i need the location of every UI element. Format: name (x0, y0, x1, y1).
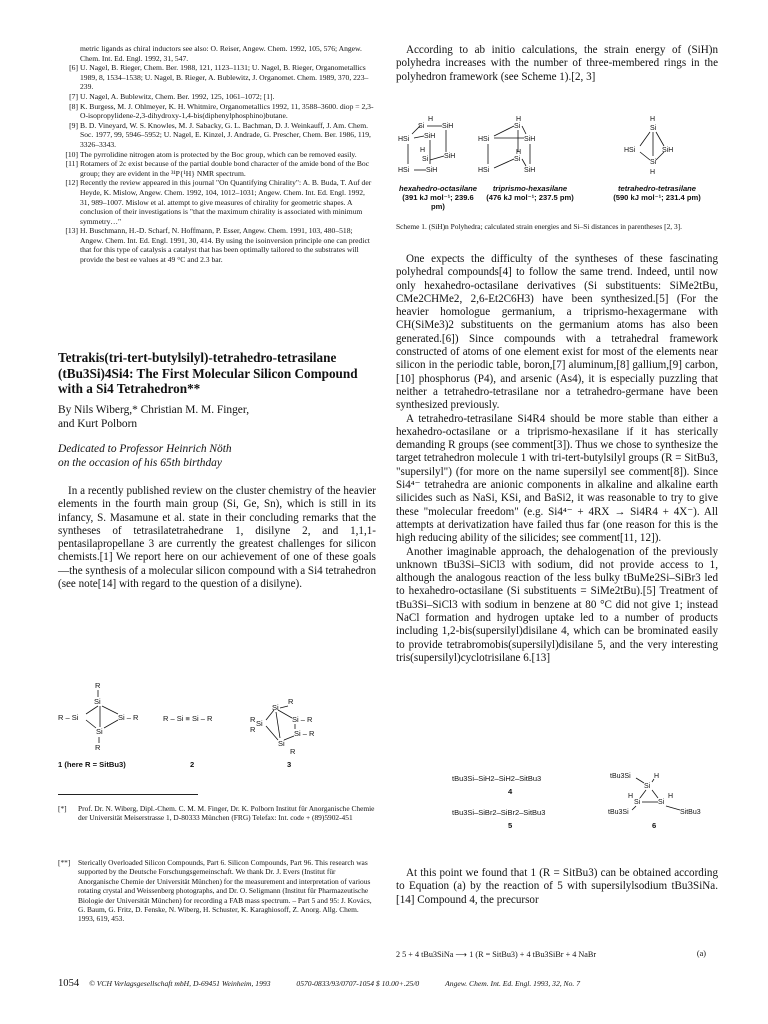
svg-text:HSi: HSi (398, 136, 410, 143)
svg-text:H: H (516, 149, 522, 156)
right-body-text (396, 253, 718, 665)
triprismo-hexasilane-drawing (478, 114, 554, 178)
svg-text:SitBu3: SitBu3 (680, 809, 701, 816)
svg-text:Si: Si (272, 703, 279, 712)
footnote-acknowledgement: [**] Sterically Overloaded Silicon Compounds, Part 6. Silicon Compounds, Part 96. This research was supported by the Deutsche Forschungsgemeinschaft. We thank Dr. J. Evers (Institut für Anorganische Chemie der Universität München) for the measurement and interpretation of various rotating crystal and Weissenberg photographs, and Dr. O. Seligmann (Institut für Pharmazeutische Biologie der Universität München) for recording a FAB mass spectrum. – Part 5 and 95: J. Kovács, G. Baum, G. Fritz, D. Fenske, N. Wiberg, H. Schuster, K. Karaghiosoff, Z. Anorg. Allg. Chem. 1993, 619, 453. (58, 858, 372, 924)
svg-text:Si: Si (644, 783, 651, 790)
intro-paragraph: In a recently published review on the cluster chemistry of the heavier elements in the fourth main group (Si, Ge, Sn), which is still in its infancy, S. Masamune et al. state in their concluding remarks that the syntheses of tetrasilatetrahedrane 1, disilyne 2, and 1,1,1-pentasilapropellane 3 are currently the greatest challenges for silicon chemists.[1] We report here on our achievement of one of these goals—the synthesis of a molecular silicon compound with a Si4 tetrahedron (see note[14] with regard to the question of a disilyne). (58, 485, 376, 591)
svg-text:Si: Si (422, 156, 429, 163)
intro-paragraph-block (58, 485, 376, 591)
right-final-paragraph-block (396, 867, 718, 907)
svg-text:Si: Si (634, 799, 641, 806)
svg-text:HSi: HSi (478, 167, 490, 174)
compound-5-label: 5 (508, 821, 513, 830)
mol3-caption (596, 184, 718, 202)
svg-text:HSi: HSi (624, 147, 636, 154)
svg-text:Si: Si (256, 719, 263, 728)
svg-text:H: H (516, 116, 522, 123)
mol2-name: triprismo-hexasilane (492, 184, 568, 193)
svg-text:Si – R: Si – R (118, 713, 139, 722)
svg-text:R – Si: R – Si (58, 713, 79, 722)
dedication (58, 443, 376, 470)
equation-tag: (a) (696, 949, 706, 958)
svg-text:Si: Si (514, 156, 521, 163)
svg-text:SiH: SiH (426, 167, 438, 174)
svg-text:H: H (428, 116, 434, 123)
svg-text:tBu3Si: tBu3Si (608, 809, 629, 816)
svg-text:R: R (250, 725, 256, 734)
svg-text:HSi: HSi (478, 136, 490, 143)
equation-text: 2 5 + 4 tBu3SiNa ⟶ 1 (R = SitBu3) + 4 tBu3SiBr + 4 NaBr (396, 950, 597, 959)
references-list (58, 44, 376, 265)
svg-text:R: R (250, 715, 256, 724)
mol1-caption (396, 184, 480, 211)
reference-item: [11] Rotamers of 2c exist because of the partial double bond character of the amide bond of the Boc group; they are evident in the ³¹P{¹H} NMR spectrum. (65, 159, 370, 178)
tetrahedro-tetrasilane-drawing (618, 114, 688, 178)
svg-text:Si: Si (418, 123, 425, 130)
structure-2-label: 2 (190, 760, 195, 769)
scheme-1-caption: Scheme 1. (SiH)n Polyhedra; calculated strain energies and Si–Si distances in parentheses [2, 3]. (396, 222, 682, 231)
reference-item: [7] U. Nagel, A. Bublewitz, Chem. Ber. 1992, 125, 1061–1072; [1]. (69, 91, 275, 101)
page-footer (58, 978, 718, 989)
mol3-name: tetrahedro-tetrasilane (617, 184, 697, 193)
svg-text:HSi: HSi (398, 167, 410, 174)
svg-text:R: R (95, 681, 101, 690)
svg-text:H: H (650, 169, 656, 176)
article-title: Tetrakis(tri-tert-butylsilyl)-tetrahedro-tetrasilane (tBu3Si)4Si4: The First Molecular Silicon Compound with a Si4 Tetrahedron** (58, 350, 358, 396)
authors-line-1: By Nils Wiberg,* Christian M. M. Finger, (58, 404, 250, 416)
svg-text:SiH: SiH (444, 153, 456, 160)
svg-text:tBu3Si: tBu3Si (610, 773, 631, 780)
page-number: 1054 (58, 978, 80, 989)
svg-text:R: R (95, 743, 101, 752)
compound-6-drawing (608, 768, 718, 824)
svg-text:Si: Si (94, 697, 101, 706)
compound-5-formula: tBu3Si–SiBr2–SiBr2–SitBu3 (452, 808, 546, 817)
structure-3-drawing (248, 696, 328, 760)
svg-text:Si: Si (650, 125, 657, 132)
article-code: 0570-0833/93/0707-1054 $ 10.00+.25/0 (296, 979, 420, 988)
svg-text:H: H (668, 793, 674, 800)
svg-text:H: H (628, 793, 634, 800)
reference-item: [10] The pyrrolidine nitrogen atom is protected by the Boc group, which can be removed easily. (65, 149, 357, 159)
body-paragraph-1: One expects the difficulty of the syntheses of these fascinating polyhedral compounds[4] to follow the same trend. Indeed, until now only hexahedro-octasilane derivatives (Si substituents: SiMe2tBu, CMe2CHMe2, 2,6-Et2C6H3) have been synthesized.[5] (For the heavier homologue germanium, a triprismo-hexagermane with CH(SiMe3)2 substituents on the germanium atoms has also been generated.[6]) Since compounds with a tetrahedral framework constructed of atoms of one element exist for most of the elements near silicon in the periodic table, boron,[7] aluminum,[8] gallium,[9] carbon,[10] phosphorus (P4), and arsenic (As4), it is especially puzzling that neither a tetrahedro-tetrasilane nor a tetrahedro-germane have been synthesized previously. (396, 253, 718, 412)
svg-text:SiH: SiH (524, 136, 536, 143)
body-paragraph-2: A tetrahedro-tetrasilane Si4R4 should be more stable than either a hexahedro-octasilane or a triprismo-hexasilane if it has sterically demanding R groups (see comment[3]). Thus we chose to synthesize the target tetrahedron molecule 1 with tri-tert-butylsilyl groups (R = SitBu3, "supersilyl") (for more on the name supersilyl see comment[8]). Since Si4⁴⁻ tetrahedra are anionic components in alkaline and alkaline earth silicides such as NaSi, KSi, and BaSi2, it was reasonable to try to give these "molecular freedom" (e.g. Si4⁴⁻ + 4RX → Si4R4 + 4X⁻). All attempts at derivatization have failed thus far (one reason for this is the high reducing ability of the silicides; see comment[11, 12]). (396, 412, 718, 545)
structure-1-label: 1 (here R = SitBu3) (58, 760, 126, 769)
compound-4-formula: tBu3Si–SiH2–SiH2–SitBu3 (452, 774, 542, 783)
svg-text:H: H (420, 147, 426, 154)
compound-6-label: 6 (652, 821, 657, 830)
svg-text:H: H (654, 773, 660, 780)
article-authors (58, 404, 376, 431)
authors-line-2: and Kurt Polborn (58, 417, 138, 430)
svg-text:Si – R: Si – R (292, 715, 313, 724)
structure-3-label: 3 (287, 760, 292, 769)
footnote-affiliation: [*] Prof. Dr. N. Wiberg, Dipl.-Chem. C. M. M. Finger, Dr. K. Polborn Institut für Anorganische Chemie der Universität Meiserstrasse 1, D-80333 München (FRG) Telefax: Int. code + (89)5902-451 (58, 804, 375, 823)
mol1-name: hexahedro-octasilane (398, 184, 478, 193)
reference-item: [12] Recently the review appeared in this journal "On Quantifying Chirality": A. B. Buda, T. Auf der Heyde, K. Mislow, Angew. Chem. 1992, 104, 1012–1031; Angew. Chem. Int. Ed. Engl. 1992, 31, 989–1007. Mislow et al. attempt to give measures of chirality for geometric shapes. A conclusion of their investigations is "that the maximum chirality is associated with minimum symmetry…" (65, 178, 372, 226)
svg-text:SiH: SiH (662, 147, 674, 154)
reference-item: [13] H. Buschmann, H.-D. Scharf, N. Hoffmann, P. Esser, Angew. Chem. 1991, 103, 480–518; Angew. Chem. Int. Ed. Engl. 1991, 30, 414. By using the isoinversion principle one can predict that for this type of catalysis a catalyst that has been optimally tailored to the substrates will provide the best ee values at 49 °C and 2.3 bar. (65, 226, 370, 265)
svg-text:R: R (288, 697, 294, 706)
mol2-data: (476 kJ mol⁻¹; 237.5 pm) (486, 193, 574, 202)
svg-text:Si: Si (278, 739, 285, 748)
hexahedro-octasilane-drawing (398, 114, 474, 178)
dedication-line-1: Dedicated to Professor Heinrich Nöth (58, 443, 232, 455)
publisher-line: © VCH Verlagsgesellschaft mbH, D-69451 Weinheim, 1993 (89, 979, 271, 988)
svg-text:H: H (650, 116, 656, 123)
journal-citation: Angew. Chem. Int. Ed. Engl. 1993, 32, No. 7 (445, 979, 580, 988)
dedication-line-2: on the occasion of his 65th birthday (58, 456, 222, 469)
svg-text:SiH: SiH (524, 167, 536, 174)
mol3-data: (590 kJ mol⁻¹; 231.4 pm) (613, 193, 701, 202)
compound-4-label: 4 (508, 787, 513, 796)
right-intro-block (396, 44, 718, 84)
svg-text:SiH: SiH (424, 133, 436, 140)
mol2-caption (474, 184, 586, 202)
svg-text:R: R (290, 747, 296, 756)
svg-text:Si: Si (650, 159, 657, 166)
mol1-data: (391 kJ mol⁻¹; 239.6 pm) (402, 193, 474, 211)
body-paragraph-4: At this point we found that 1 (R = SitBu3) can be obtained according to Equation (a) by the reaction of 5 with supersilylsodium tBu3SiNa.[14] Compound 4, the precursor (396, 867, 718, 906)
reference-item: [6] U. Nagel, B. Rieger, Chem. Ber. 1988, 121, 1123–1131; U. Nagel, B. Rieger, Organometallics 1989, 8, 1534–1538; U. Nagel, B. Rieger, A. Bublewitz, J. Organomet. Chem. 1989, 370, 223–239. (69, 63, 369, 92)
svg-text:SiH: SiH (442, 123, 454, 130)
svg-text:Si: Si (96, 727, 103, 736)
reference-item: metric ligands as chiral inductors see also: O. Reiser, Angew. Chem. 1992, 105, 576; Angew. Chem. Int. Ed. Engl. 1992, 31, 547. (80, 44, 362, 63)
reference-item: [8] K. Burgess, M. J. Ohlmeyer, K. H. Whitmire, Organometallics 1992, 11, 3588–3600. diop = 2,3-O-isopropylidene-2,3-dihydroxy-1,4-bis(diphenylphosphino)butane. (69, 101, 374, 121)
footnote-divider (58, 794, 198, 795)
body-paragraph-3: Another imaginable approach, the dehalogenation of the previously unknown tBu3Si–SiCl3 with sodium, did not provide access to 1, although the analogous reaction of the less bulky tBuMe2Si–SiBr3 led to hexahedro-octasilane (Si substituents = SiMe2tBu).[5] Treatment of tBu3Si–SiCl3 with sodium in benzene at 80 °C did not give 1; instead NaCl formation and hydrogen uptake led to a number of products including 1,2-bis(supersilyl)disilane 4, which can be brominated easily to provide tetrabromobis(supersilyl)disilane 5, and the very interesting tris(supersilyl)cyclotrisilane 6.[13] (396, 545, 718, 664)
svg-text:Si: Si (514, 123, 521, 130)
svg-text:Si – R: Si – R (294, 729, 315, 738)
structure-1-drawing (58, 680, 158, 760)
reference-item: [9] B. D. Vineyard, W. S. Knowles, M. J. Sabacky, G. L. Bachman, D. J. Weinkauff, J. Am. Chem. Soc. 1977, 99, 5946–5952; U. Nagel, E. Kinzel, J. Andrade, G. Prescher, Chem. Ber. 1986, 119, 3326–3343. (69, 120, 371, 149)
equation-a (396, 949, 718, 959)
svg-text:Si: Si (658, 799, 665, 806)
strain-energy-paragraph: According to ab initio calculations, the strain energy of (SiH)n polyhedra increases with the number of three-membered rings in the polyhedron framework (see Scheme 1).[2, 3] (396, 44, 718, 83)
structure-2-formula: R – Si ≡ Si – R (163, 714, 213, 723)
